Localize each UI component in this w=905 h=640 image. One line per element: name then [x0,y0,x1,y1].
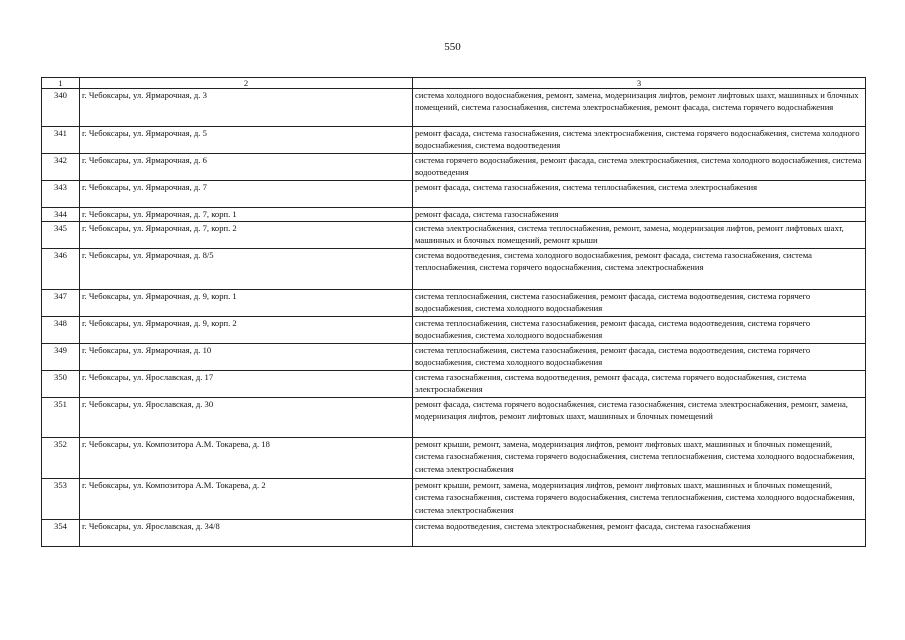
page-number: 550 [444,41,461,53]
table-row [42,154,866,181]
table-row [42,344,866,371]
row-works: система холодного водоснабжения, ремонт, замена, модернизация лифтов, ремонт лифтовых шахт, машинных и блочных помещений, система газоснабжения, система электроснабжения, ремонт фасада, система горячего водоснабжения [413,89,866,127]
row-address: г. Чебоксары, ул. Ярославская, д. 17 [80,371,413,398]
table-row [42,479,866,520]
table-row [42,222,866,249]
row-address: г. Чебоксары, ул. Ярославская, д. 34/8 [80,520,413,547]
table-row [42,438,866,479]
row-number: 353 [42,479,80,520]
row-number: 348 [42,317,80,344]
row-address: г. Чебоксары, ул. Ярмарочная, д. 7, корп. 2 [80,222,413,249]
row-works: система теплоснабжения, система газоснабжения, ремонт фасада, система водоотведения, система горячего водоснабжения, система холодного водоснабжения [413,344,866,371]
row-number: 350 [42,371,80,398]
table-header-row [42,78,866,89]
row-number: 347 [42,290,80,317]
column-header-address: 2 [80,78,413,89]
row-number: 340 [42,89,80,127]
row-works: ремонт крыши, ремонт, замена, модернизация лифтов, ремонт лифтовых шахт, машинных и блочных помещений, система газоснабжения, система горячего водоснабжения, система теплоснабжения, система холодного водоснабжения, система электроснабжения [413,479,866,520]
table-row [42,127,866,154]
row-address: г. Чебоксары, ул. Ярмарочная, д. 6 [80,154,413,181]
row-address: г. Чебоксары, ул. Композитора А.М. Токарева, д. 18 [80,438,413,479]
row-number: 343 [42,181,80,208]
row-works: система водоотведения, система холодного водоснабжения, ремонт фасада, система газоснабжения, система теплоснабжения, система горячего водоснабжения, система электроснабжения [413,249,866,290]
column-header-number: 1 [42,78,80,89]
table-row [42,249,866,290]
row-number: 351 [42,398,80,438]
row-works: ремонт фасада, система газоснабжения [413,208,866,222]
row-number: 352 [42,438,80,479]
row-address: г. Чебоксары, ул. Ярмарочная, д. 7 [80,181,413,208]
row-address: г. Чебоксары, ул. Композитора А.М. Токарева, д. 2 [80,479,413,520]
table-row [42,181,866,208]
row-works: ремонт фасада, система газоснабжения, система теплоснабжения, система электроснабжения [413,181,866,208]
table-row [42,520,866,547]
row-works: система теплоснабжения, система газоснабжения, ремонт фасада, система водоотведения, система горячего водоснабжения, система холодного водоснабжения [413,290,866,317]
row-works: система газоснабжения, система водоотведения, ремонт фасада, система горячего водоснабжения, система электроснабжения [413,371,866,398]
row-number: 346 [42,249,80,290]
row-address: г. Чебоксары, ул. Ярославская, д. 30 [80,398,413,438]
row-number: 342 [42,154,80,181]
row-works: система водоотведения, система электроснабжения, ремонт фасада, система газоснабжения [413,520,866,547]
row-address: г. Чебоксары, ул. Ярмарочная, д. 8/5 [80,249,413,290]
row-works: система теплоснабжения, система газоснабжения, ремонт фасада, система водоотведения, система горячего водоснабжения, система холодного водоснабжения [413,317,866,344]
table-row [42,317,866,344]
row-number: 344 [42,208,80,222]
row-number: 341 [42,127,80,154]
table-row [42,89,866,127]
table-row [42,371,866,398]
row-address: г. Чебоксары, ул. Ярмарочная, д. 9, корп. 1 [80,290,413,317]
housing-repair-table [41,77,866,547]
row-works: ремонт крыши, ремонт, замена, модернизация лифтов, ремонт лифтовых шахт, машинных и блочных помещений, система газоснабжения, система горячего водоснабжения, система теплоснабжения, система холодного водоснабжения, система электроснабжения [413,438,866,479]
row-address: г. Чебоксары, ул. Ярмарочная, д. 7, корп. 1 [80,208,413,222]
row-works: ремонт фасада, система горячего водоснабжения, система газоснабжения, система электроснабжения, ремонт, замена, модернизация лифтов, ремонт лифтовых шахт, машинных и блочных помещений [413,398,866,438]
row-number: 349 [42,344,80,371]
table-row [42,208,866,222]
row-address: г. Чебоксары, ул. Ярмарочная, д. 3 [80,89,413,127]
table-row [42,290,866,317]
row-address: г. Чебоксары, ул. Ярмарочная, д. 10 [80,344,413,371]
row-number: 354 [42,520,80,547]
row-address: г. Чебоксары, ул. Ярмарочная, д. 9, корп. 2 [80,317,413,344]
row-address: г. Чебоксары, ул. Ярмарочная, д. 5 [80,127,413,154]
row-works: ремонт фасада, система газоснабжения, система электроснабжения, система горячего водоснабжения, система холодного водоснабжения, система водоотведения [413,127,866,154]
row-number: 345 [42,222,80,249]
table-row [42,398,866,438]
row-works: система электроснабжения, система теплоснабжения, ремонт, замена, модернизация лифтов, ремонт лифтовых шахт, машинных и блочных помещений, ремонт крыши [413,222,866,249]
row-works: система горячего водоснабжения, ремонт фасада, система электроснабжения, система холодного водоснабжения, система водоотведения [413,154,866,181]
column-header-works: 3 [413,78,866,89]
